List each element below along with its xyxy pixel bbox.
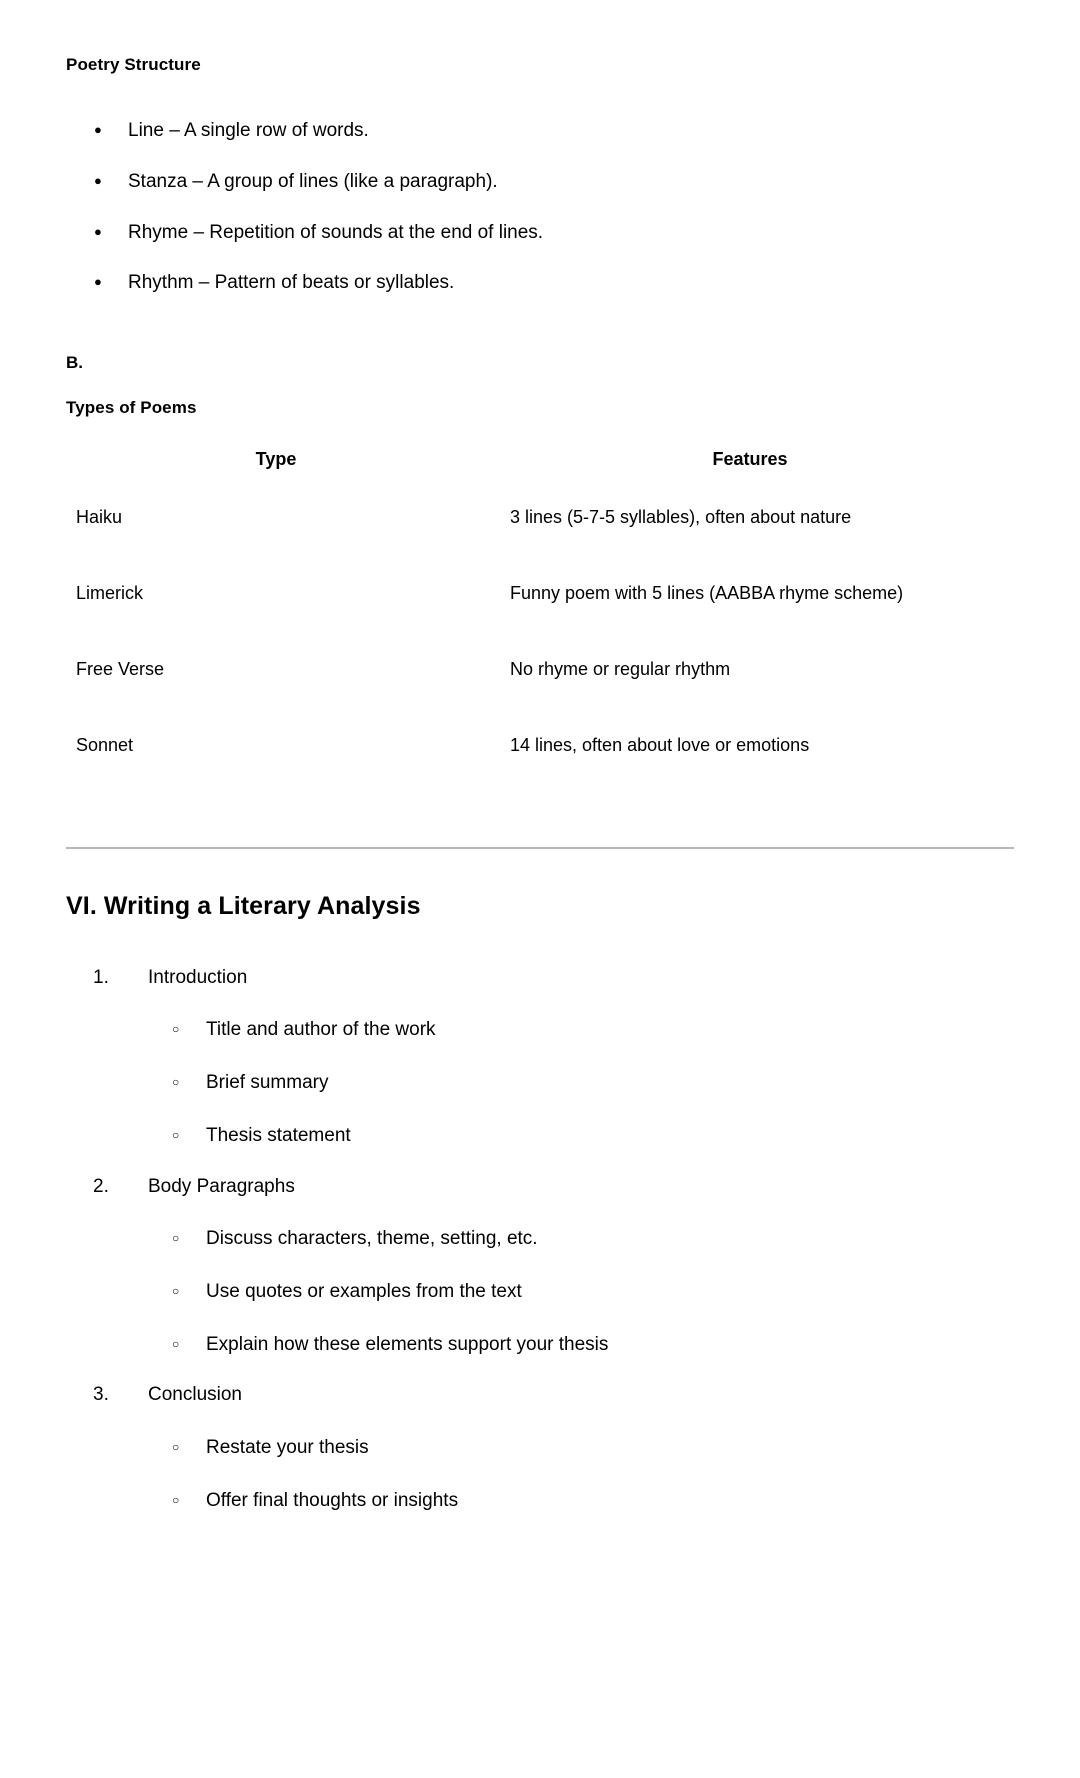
table-row: [66, 659, 1014, 735]
section-b-label: B.: [66, 353, 83, 372]
table-row: [66, 583, 1014, 659]
sublist-item-text: Brief summary: [206, 1072, 329, 1094]
list-item-text: Line – A single row of words.: [128, 120, 369, 142]
types-of-poems-table: [66, 449, 1014, 811]
numbered-item-label: Conclusion: [148, 1384, 242, 1406]
list-item: [66, 170, 1014, 195]
sublist-item: [148, 1071, 1014, 1096]
sublist-item: [148, 1436, 1014, 1461]
spacer: [66, 811, 1014, 847]
sublist-item-text: Title and author of the work: [206, 1019, 436, 1041]
column-header-type: Type: [255, 448, 297, 469]
numbered-item: [66, 1175, 1014, 1358]
sublist: [148, 1018, 1014, 1148]
numbered-item-label: Body Paragraphs: [148, 1175, 295, 1197]
sublist-item-text: Use quotes or examples from the text: [206, 1280, 522, 1302]
sublist-item: [148, 1227, 1014, 1252]
list-item-text: Stanza – A group of lines (like a paragraph).: [128, 170, 498, 192]
poetry-structure-list: [66, 119, 1014, 296]
poetry-structure-heading: Poetry Structure: [66, 55, 201, 74]
sublist-item-text: Offer final thoughts or insights: [206, 1489, 459, 1511]
list-item: [66, 271, 1014, 296]
spacer: [66, 373, 1014, 397]
spacer: [66, 849, 1014, 891]
sublist-item: [148, 1018, 1014, 1043]
sublist-item: [148, 1333, 1014, 1358]
numbered-item: [66, 1383, 1014, 1513]
sublist: [148, 1436, 1014, 1513]
table-row: [66, 735, 1014, 811]
cell-type: Sonnet: [76, 734, 134, 755]
sublist-item-text: Thesis statement: [206, 1124, 351, 1146]
spacer: [66, 922, 1014, 940]
cell-features: Funny poem with 5 lines (AABBA rhyme scheme): [510, 582, 904, 603]
cell-features: No rhyme or regular rhythm: [510, 658, 731, 679]
table-header-row: [66, 449, 1014, 507]
sublist-item-text: Discuss characters, theme, setting, etc.: [206, 1228, 538, 1250]
cell-type: Haiku: [76, 506, 123, 527]
numbered-item: [66, 966, 1014, 1149]
types-of-poems-heading: Types of Poems: [66, 398, 197, 418]
column-header-features: Features: [712, 448, 788, 469]
list-item: [66, 221, 1014, 246]
cell-type: Limerick: [76, 582, 144, 603]
literary-analysis-list: [66, 966, 1014, 1514]
sublist: [148, 1227, 1014, 1357]
list-item: [66, 119, 1014, 144]
section-vi-heading: VI. Writing a Literary Analysis: [66, 891, 421, 920]
spacer: [66, 75, 1014, 93]
sublist-item: [148, 1280, 1014, 1305]
cell-features: 14 lines, often about love or emotions: [510, 734, 810, 755]
spacer: [66, 296, 1014, 352]
spacer: [66, 419, 1014, 449]
sublist-item-text: Restate your thesis: [206, 1436, 369, 1458]
cell-features: 3 lines (5-7-5 syllables), often about nature: [510, 506, 852, 527]
cell-type: Free Verse: [76, 658, 165, 679]
sublist-item: [148, 1489, 1014, 1514]
sublist-item-text: Explain how these elements support your thesis: [206, 1333, 609, 1355]
list-item-text: Rhythm – Pattern of beats or syllables.: [128, 272, 455, 294]
numbered-item-label: Introduction: [148, 966, 248, 988]
list-item-text: Rhyme – Repetition of sounds at the end of lines.: [128, 221, 544, 243]
table-row: [66, 507, 1014, 583]
sublist-item: [148, 1124, 1014, 1149]
